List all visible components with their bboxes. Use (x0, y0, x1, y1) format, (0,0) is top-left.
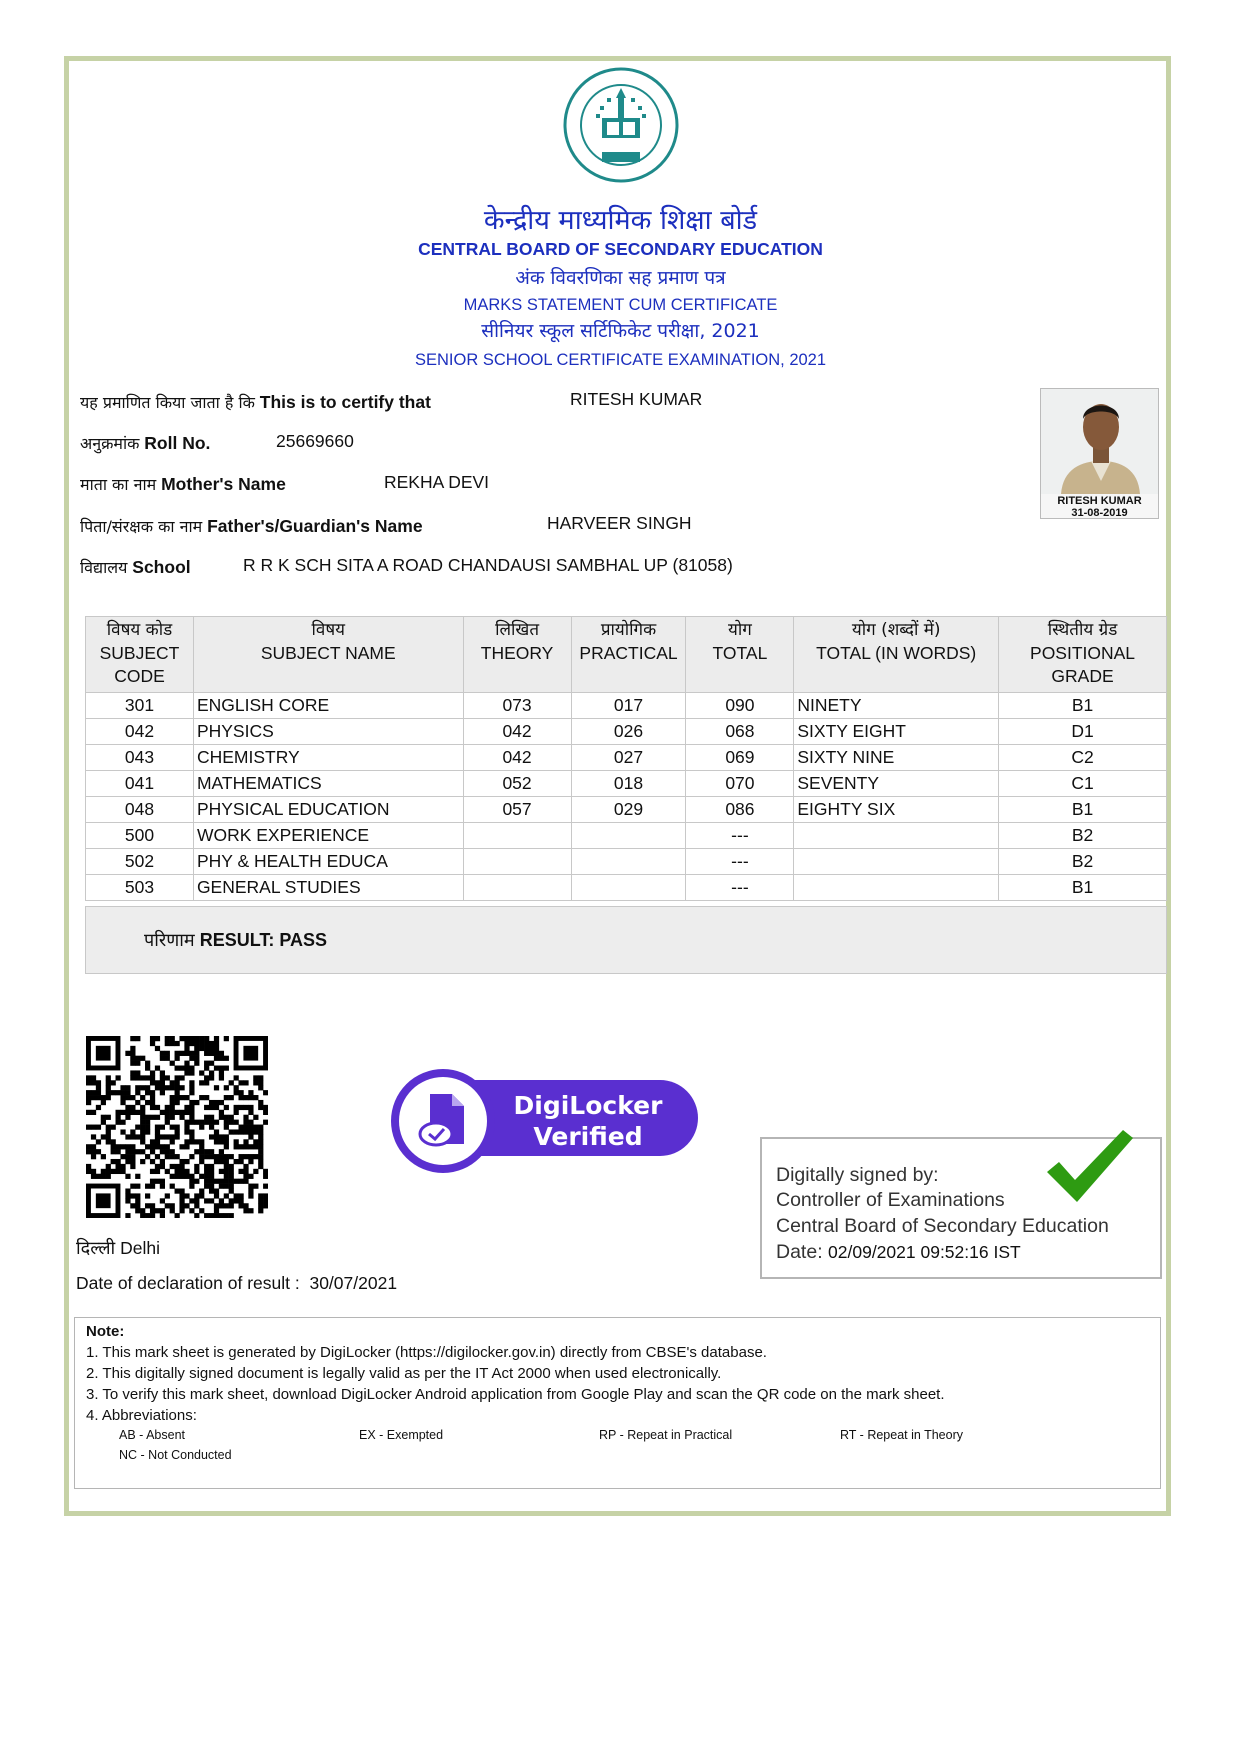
theory-marks: 042 (463, 745, 571, 771)
total-marks: --- (686, 875, 794, 901)
subject-code: 041 (86, 771, 194, 797)
subject-code: 503 (86, 875, 194, 901)
exam-title-english: SENIOR SCHOOL CERTIFICATE EXAMINATION, 2021 (414, 351, 827, 369)
total-in-words: SIXTY EIGHT (794, 719, 999, 745)
total-in-words (794, 849, 999, 875)
notes-box (74, 1317, 1161, 1489)
total-in-words: EIGHTY SIX (794, 797, 999, 823)
subject-name: CHEMISTRY (193, 745, 463, 771)
practical-marks: 018 (571, 771, 686, 797)
column-header (999, 617, 1167, 693)
table-row (86, 719, 1167, 745)
column-header-english: PRACTICAL (579, 643, 678, 663)
total-marks: 086 (686, 797, 794, 823)
column-header-hindi: विषय (311, 620, 346, 640)
place: दिल्ली Delhi (76, 1238, 160, 1259)
column-header (86, 617, 194, 693)
total-marks: 090 (686, 693, 794, 719)
document-title-english: MARKS STATEMENT CUM CERTIFICATE (463, 296, 778, 314)
subject-name: WORK EXPERIENCE (193, 823, 463, 849)
positional-grade: B1 (999, 875, 1167, 901)
total-in-words: NINETY (794, 693, 999, 719)
candidate-portrait-image (1041, 389, 1159, 494)
photo-caption-date: 31-08-2019 (1071, 507, 1128, 519)
total-marks: 068 (686, 719, 794, 745)
candidate-photo (1040, 388, 1159, 519)
total-in-words: SEVENTY (794, 771, 999, 797)
column-header (463, 617, 571, 693)
positional-grade: C1 (999, 771, 1167, 797)
total-in-words: SIXTY NINE (794, 745, 999, 771)
positional-grade: C2 (999, 745, 1167, 771)
subject-name: ENGLISH CORE (193, 693, 463, 719)
theory-marks: 073 (463, 693, 571, 719)
abbreviation-absent: AB - Absent (119, 1428, 186, 1442)
table-row (86, 849, 1167, 875)
roll-no-label: अनुक्रमांक Roll No. (80, 433, 211, 453)
practical-marks: 026 (571, 719, 686, 745)
practical-marks (571, 875, 686, 901)
practical-marks: 029 (571, 797, 686, 823)
board-name-hindi: केन्द्रीय माध्यमिक शिक्षा बोर्ड (483, 205, 758, 236)
subject-name: PHY & HEALTH EDUCA (193, 849, 463, 875)
column-header-hindi: विषय कोड (106, 620, 173, 640)
note-item: 4. Abbreviations: (86, 1407, 197, 1424)
theory-marks (463, 849, 571, 875)
positional-grade: B2 (999, 823, 1167, 849)
column-header-english: POSITIONAL GRADE (1030, 643, 1136, 686)
cbse-seal-logo (562, 66, 680, 184)
total-marks: --- (686, 849, 794, 875)
practical-marks: 027 (571, 745, 686, 771)
table-row (86, 875, 1167, 901)
column-header (193, 617, 463, 693)
abbreviation-repeat-theory: RT - Repeat in Theory (840, 1428, 963, 1442)
practical-marks (571, 823, 686, 849)
school-value: R R K SCH SITA A ROAD CHANDAUSI SAMBHAL UP (81058) (243, 555, 733, 575)
total-marks: 070 (686, 771, 794, 797)
subject-code: 500 (86, 823, 194, 849)
positional-grade: B1 (999, 693, 1167, 719)
subject-name: PHYSICAL EDUCATION (193, 797, 463, 823)
result-box (85, 906, 1167, 974)
candidate-name: RITESH KUMAR (570, 389, 703, 409)
roll-no-value: 25669660 (276, 431, 354, 451)
father-name-label: पिता/संरक्षक का नाम Father's/Guardian's Name (80, 516, 423, 536)
abbreviation-exempted: EX - Exempted (359, 1428, 444, 1442)
positional-grade: B2 (999, 849, 1167, 875)
theory-marks: 057 (463, 797, 571, 823)
verified-checkmark-icon (1045, 1128, 1135, 1204)
practical-marks: 017 (571, 693, 686, 719)
column-header-english: SUBJECT CODE (99, 643, 180, 686)
subject-name: MATHEMATICS (193, 771, 463, 797)
digilocker-line2: Verified (533, 1122, 643, 1151)
column-header-hindi: लिखित (495, 620, 540, 640)
column-header-english: TOTAL (712, 643, 768, 663)
result-text: परिणाम RESULT: PASS (144, 930, 328, 951)
table-row (86, 693, 1167, 719)
positional-grade: D1 (999, 719, 1167, 745)
subject-code: 301 (86, 693, 194, 719)
certify-label: यह प्रमाणित किया जाता है कि This is to certify that (80, 392, 431, 412)
board-name-english: CENTRAL BOARD OF SECONDARY EDUCATION (418, 239, 823, 259)
notes-title: Note: (86, 1323, 125, 1340)
photo-caption-name: RITESH KUMAR (1057, 495, 1142, 507)
signature-line1: Digitally signed by: (776, 1164, 939, 1186)
theory-marks (463, 875, 571, 901)
column-header-hindi: योग (728, 620, 752, 640)
table-row (86, 797, 1167, 823)
positional-grade: B1 (999, 797, 1167, 823)
column-header (794, 617, 999, 693)
theory-marks (463, 823, 571, 849)
total-marks: --- (686, 823, 794, 849)
column-header-hindi: योग (शब्दों में) (851, 620, 941, 640)
mother-name-label: माता का नाम Mother's Name (80, 474, 286, 494)
subject-code: 043 (86, 745, 194, 771)
table-header-row (86, 617, 1167, 693)
column-header-hindi: प्रायोगिक (600, 620, 657, 640)
table-row (86, 823, 1167, 849)
table-body (86, 693, 1167, 901)
table-row (86, 745, 1167, 771)
abbreviation-repeat-practical: RP - Repeat in Practical (599, 1428, 733, 1442)
subject-name: GENERAL STUDIES (193, 875, 463, 901)
column-header-english: SUBJECT NAME (260, 643, 396, 663)
total-in-words (794, 823, 999, 849)
signature-line2: Controller of Examinations (776, 1189, 1005, 1211)
total-in-words (794, 875, 999, 901)
exam-title-hindi: सीनियर स्कूल सर्टिफिकेट परीक्षा, 2021 (481, 320, 760, 342)
total-marks: 069 (686, 745, 794, 771)
column-header (686, 617, 794, 693)
signature-line3: Central Board of Secondary Education (776, 1215, 1109, 1237)
digilocker-verified-badge (390, 1068, 702, 1174)
practical-marks (571, 849, 686, 875)
note-item: 2. This digitally signed document is legally valid as per the IT Act 2000 when used electronically. (86, 1365, 722, 1382)
document-title-hindi: अंक विवरणिका सह प्रमाण पत्र (515, 267, 726, 289)
table-row (86, 771, 1167, 797)
column-header-english: TOTAL (IN WORDS) (816, 643, 977, 663)
theory-marks: 042 (463, 719, 571, 745)
subject-code: 048 (86, 797, 194, 823)
column-header (571, 617, 686, 693)
school-label: विद्यालय School (80, 557, 191, 577)
subject-name: PHYSICS (193, 719, 463, 745)
digilocker-line1: DigiLocker (513, 1091, 663, 1120)
theory-marks: 052 (463, 771, 571, 797)
father-name-value: HARVEER SINGH (547, 513, 692, 533)
marks-table (85, 616, 1167, 901)
column-header-english: THEORY (480, 643, 554, 663)
subject-code: 502 (86, 849, 194, 875)
declaration-date: Date of declaration of result : 30/07/2021 (76, 1273, 398, 1293)
note-item: 1. This mark sheet is generated by DigiLocker (https://digilocker.gov.in) directly from CBSE's database. (86, 1344, 767, 1361)
signature-date: Date: 02/09/2021 09:52:16 IST (776, 1241, 1021, 1263)
abbreviation-not-conducted: NC - Not Conducted (119, 1448, 232, 1462)
column-header-hindi: स्थितीय ग्रेड (1047, 620, 1118, 640)
mother-name-value: REKHA DEVI (384, 472, 490, 492)
note-item: 3. To verify this mark sheet, download DigiLocker Android application from Google Play and scan the QR code on the mark sheet. (86, 1386, 945, 1403)
subject-code: 042 (86, 719, 194, 745)
qr-code[interactable] (86, 1036, 268, 1218)
